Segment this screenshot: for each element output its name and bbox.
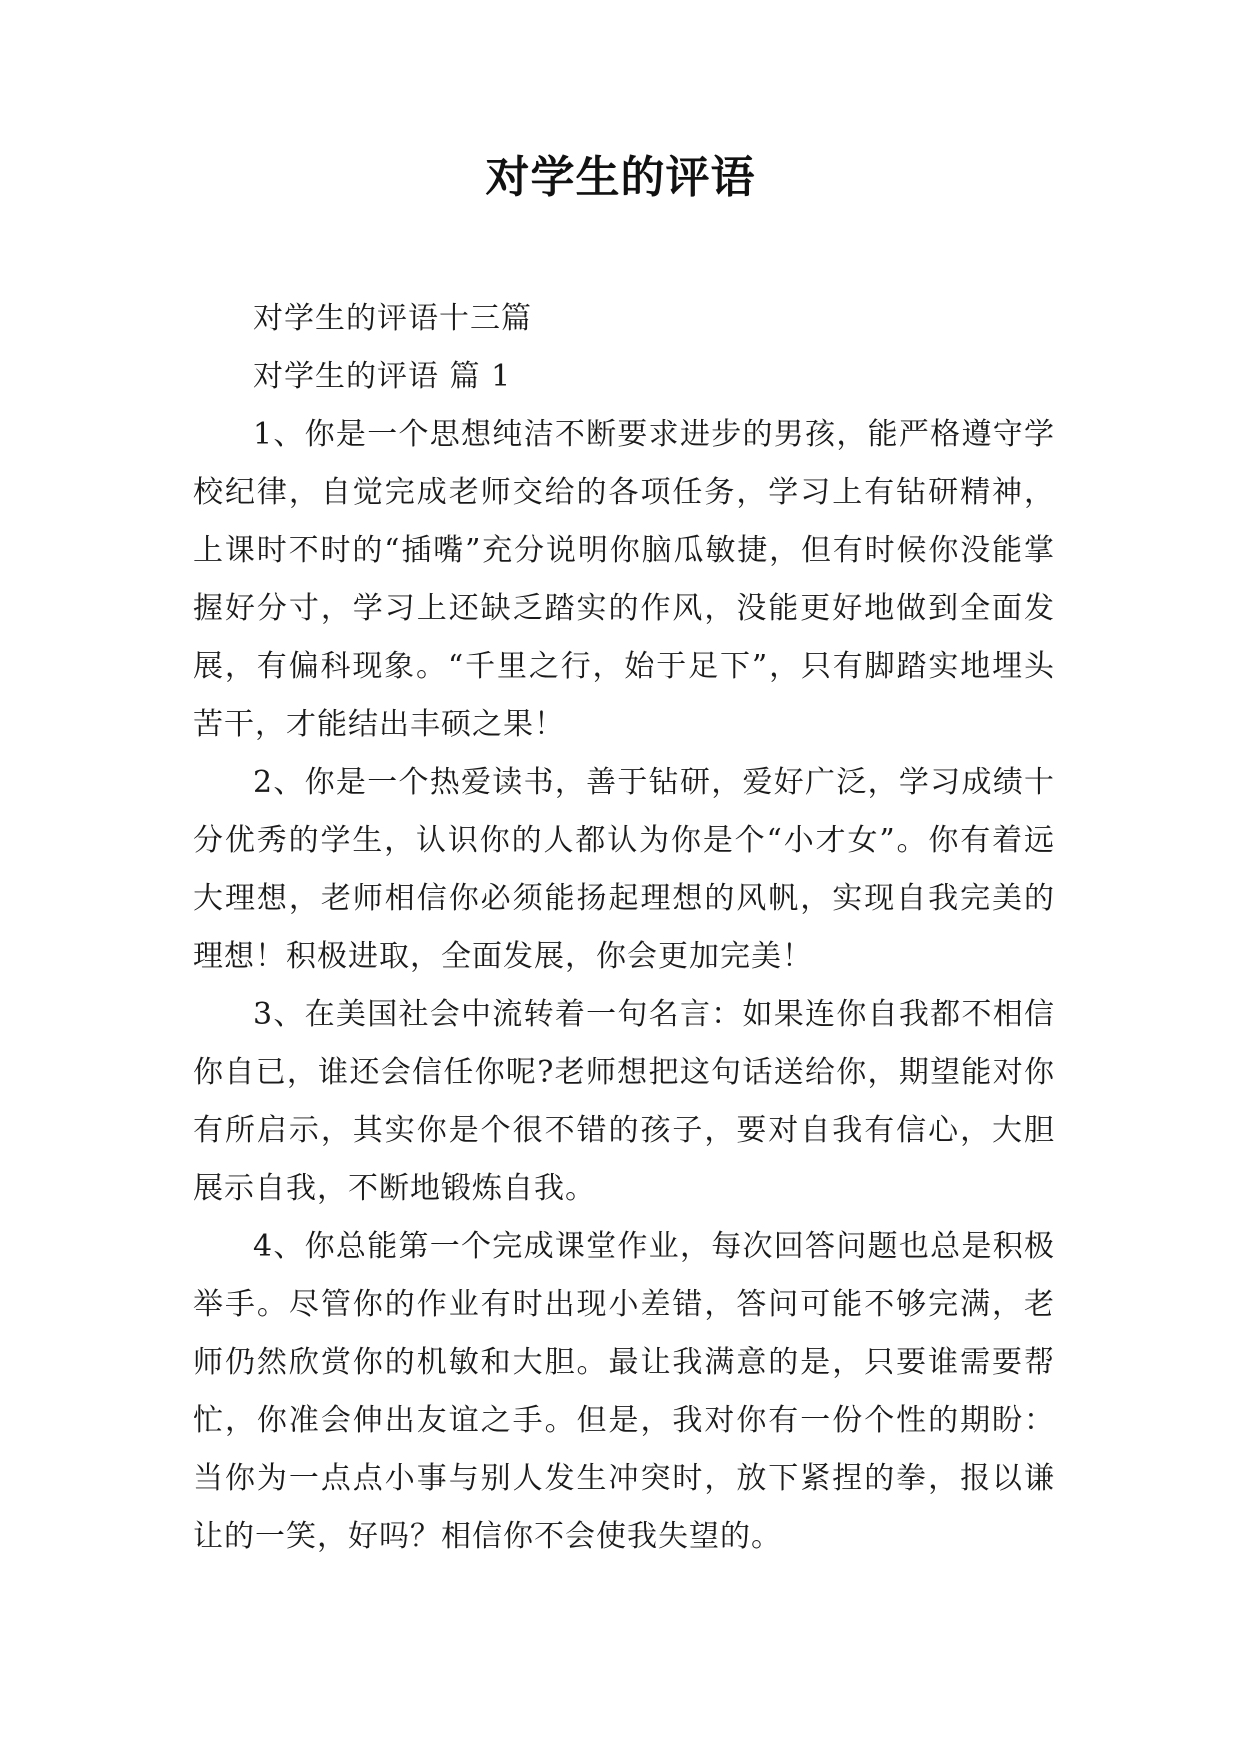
- paragraph-1: 1、你是一个思想纯洁不断要求进步的男孩，能严格遵守学校纪律，自觉完成老师交给的各项任务，学习上有钻研精神，上课时不时的“插嘴”充分说明你脑瓜敏捷，但有时候你没能掌握好分寸，学习上还缺乏踏实的作风，没能更好地做到全面发展，有偏科现象。“千里之行，始于足下”，只有脚踏实地埋头苦干，才能结出丰硕之果！: [193, 417, 1055, 742]
- document-body: [193, 290, 1055, 1566]
- paragraph-4: 4、你总能第一个完成课堂作业，每次回答问题也总是积极举手。尽管你的作业有时出现小差错，答问可能不够完满，老师仍然欣赏你的机敏和大胆。最让我满意的是，只要谁需要帮忙，你准会伸出友谊之手。但是，我对你有一份个性的期盼：当你为一点点小事与别人发生冲突时，放下紧捏的拳，报以谦让的一笑，好吗？相信你不会使我失望的。: [193, 1229, 1055, 1554]
- paragraph-2: 2、你是一个热爱读书，善于钻研，爱好广泛，学习成绩十分优秀的学生，认识你的人都认为你是个“小才女”。你有着远大理想，老师相信你必须能扬起理想的风帆，实现自我完美的理想！积极进取，全面发展，你会更加完美！: [193, 765, 1055, 974]
- paragraph-3: 3、在美国社会中流转着一句名言：如果连你自我都不相信你自已，谁还会信任你呢?老师想把这句话送给你，期望能对你有所启示，其实你是个很不错的孩子，要对自我有信心，大胆展示自我，不断地锻炼自我。: [193, 997, 1055, 1206]
- document-title: 对学生的评语: [485, 152, 756, 203]
- document-subtitle: 对学生的评语十三篇: [253, 301, 532, 336]
- section-heading: 对学生的评语 篇 1: [253, 359, 512, 394]
